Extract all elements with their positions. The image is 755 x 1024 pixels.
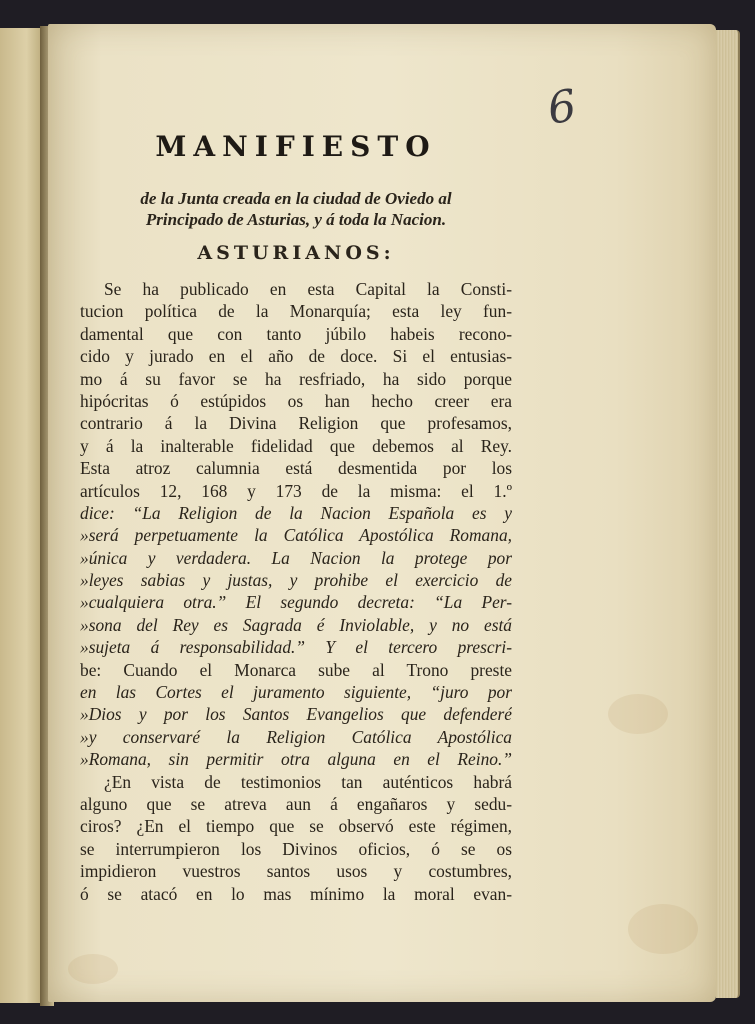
body-line: »cualquiera otra.” El segundo decreta: “La Per-	[80, 592, 512, 613]
body-line: Esta atroz calumnia está desmentida por los	[80, 458, 512, 479]
body-line: »será perpetuamente la Católica Apostólica Romana,	[80, 525, 512, 546]
page-edges	[716, 30, 740, 998]
document-title: MANIFIESTO	[155, 130, 437, 163]
body-line: »leyes sabias y justas, y prohibe el exercicio de	[80, 570, 512, 591]
body-line: ó se atacó en lo mas mínimo la moral evan-	[80, 883, 512, 904]
body-line: »y conservaré la Religion Católica Apostólica	[80, 726, 512, 747]
body-line: mo á su favor se ha resfriado, ha sido porque	[80, 368, 512, 389]
body-line: »sujeta á responsabilidad.” Y el tercero prescri-	[80, 637, 512, 658]
body-line: alguno que se atreva aun á engañaros y sedu-	[80, 793, 512, 814]
body-line: cido y jurado en el año de doce. Si el entusias-	[80, 346, 512, 367]
body-line: ¿En vista de testimonios tan auténticos habrá	[104, 771, 512, 792]
body-line: hipócritas ó estúpidos os han hecho creer era	[80, 390, 512, 411]
paper-stain	[608, 694, 668, 734]
body-line: »Dios y por los Santos Evangelios que defenderé	[80, 704, 512, 725]
body-line: tucion política de la Monarquía; esta ley fun-	[80, 301, 512, 322]
body-line: artículos 12, 168 y 173 de la misma: el 1.º	[80, 480, 512, 501]
body-line: se interrumpieron los Divinos oficios, ó se os	[80, 838, 512, 859]
page-text	[80, 128, 512, 905]
paper-stain	[628, 904, 698, 954]
subtitle-line: Principado de Asturias, y á toda la Nacion.	[145, 210, 447, 229]
body-line: impidieron vuestros santos usos y costumbres,	[80, 861, 512, 882]
paper-stain	[68, 954, 118, 984]
body-line: be: Cuando el Monarca sube al Trono preste	[80, 659, 512, 680]
body-line: contrario á la Divina Religion que profesamos,	[80, 413, 512, 434]
body-line: Se ha publicado en esta Capital la Consti-	[104, 279, 512, 299]
body-line: ciros? ¿En el tiempo que se observó este régimen,	[80, 816, 512, 837]
section-heading: ASTURIANOS:	[197, 242, 395, 264]
body-line: »sona del Rey es Sagrada é Inviolable, y no está	[80, 614, 512, 635]
body-line: en las Cortes el juramento siguiente, “juro por	[80, 682, 512, 703]
body-text	[80, 278, 512, 905]
body-line: damental que con tanto júbilo habeis recono-	[80, 323, 512, 344]
body-line: »Romana, sin permitir otra alguna en el Reino.”	[80, 749, 512, 770]
body-line: y á la inalterable fidelidad que debemos al Rey.	[80, 435, 512, 456]
subtitle-line: de la Junta creada en la ciudad de Oviedo al	[140, 189, 452, 208]
handwritten-page-number: 6	[544, 80, 580, 135]
body-line: »única y verdadera. La Nacion la protege por	[80, 547, 512, 568]
body-line: dice: “La Religion de la Nacion Española es y	[80, 502, 512, 523]
